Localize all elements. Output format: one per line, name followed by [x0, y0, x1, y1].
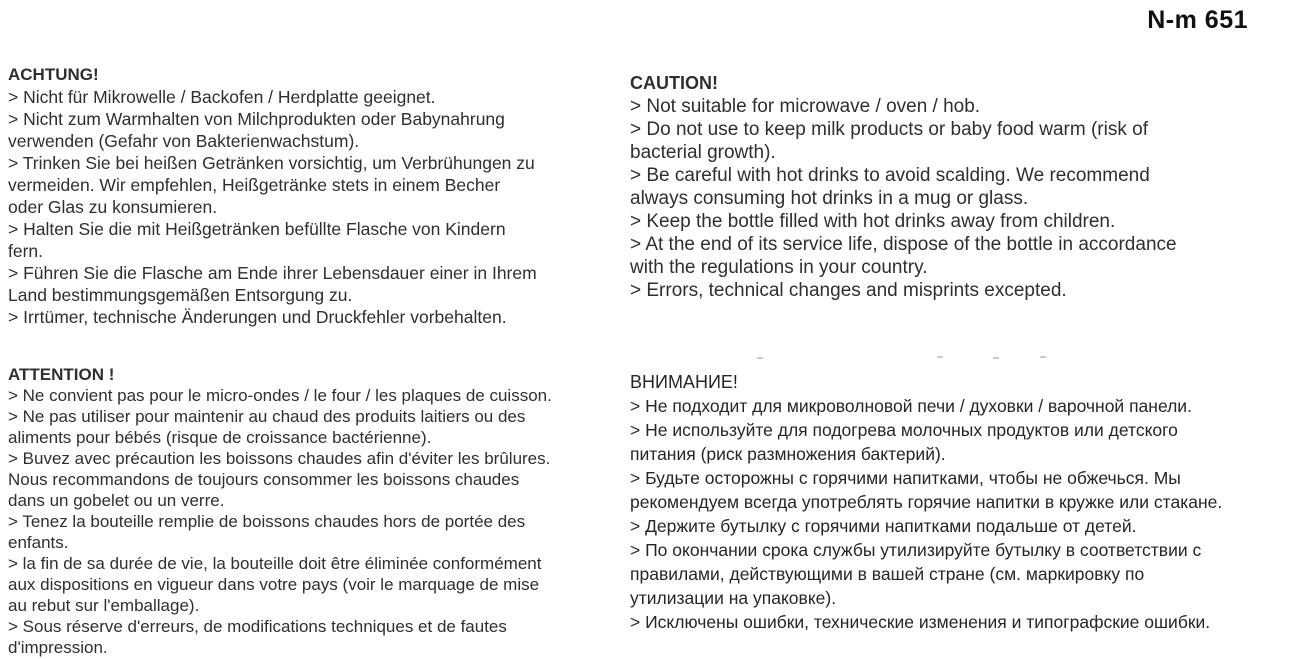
text-line: > Führen Sie die Flasche am Ende ihrer Lebensdauer einer in Ihrem — [8, 263, 537, 283]
english-section-body — [630, 95, 1300, 302]
text-line: vermeiden. Wir empfehlen, Heißgetränke stets in einem Becher — [8, 175, 501, 195]
text-line: > Держите бутылку с горячими напитками подальше от детей. — [630, 516, 1137, 536]
text-line: > Не используйте для подогрева молочных продуктов или детского — [630, 420, 1178, 440]
text-line: Land bestimmungsgemäßen Entsorgung zu. — [8, 285, 353, 305]
text-line: > Nicht für Mikrowelle / Backofen / Herdplatte geeignet. — [8, 87, 436, 107]
text-line: with the regulations in your country. — [630, 257, 928, 278]
text-line: > Ne convient pas pour le micro-ondes / le four / les plaques de cuisson. — [8, 386, 552, 405]
text-line: > Buvez avec précaution les boissons chaudes afin d'éviter les brûlures. — [8, 449, 551, 468]
text-line: > Be careful with hot drinks to avoid scalding. We recommend — [630, 165, 1150, 186]
english-section-heading: CAUTION! — [630, 73, 718, 93]
text-line: > Trinken Sie bei heißen Getränken vorsichtig, um Verbrühungen zu — [8, 153, 535, 173]
text-line: питания (риск размножения бактерий). — [630, 444, 946, 464]
text-line: dans un gobelet ou un verre. — [8, 491, 225, 510]
text-line: > Sous réserve d'erreurs, de modifications techniques et de fautes — [8, 617, 507, 636]
russian-section-body — [630, 394, 1300, 634]
russian-section-heading: ВНИМАНИЕ! — [630, 372, 738, 392]
part-number-label: N-m 651 — [1147, 6, 1248, 34]
text-line: d'impression. — [8, 638, 108, 657]
section-german-warnings — [8, 64, 633, 328]
text-line: > Ne pas utiliser pour maintenir au chaud des produits laitiers ou des — [8, 407, 526, 426]
text-line: bacterial growth). — [630, 142, 776, 163]
text-line: правилами, действующими в вашей стране (см. маркировку по — [630, 564, 1145, 584]
text-line: au rebut sur l'emballage). — [8, 596, 200, 615]
text-line: > По окончании срока службы утилизируйте бутылку в соответствии с — [630, 540, 1202, 560]
section-english-warnings — [630, 72, 1300, 302]
text-line: > Not suitable for microwave / oven / hob. — [630, 96, 981, 117]
text-line: Nous recommandons de toujours consommer les boissons chaudes — [8, 470, 520, 489]
text-line: > Nicht zum Warmhalten von Milchprodukten oder Babynahrung — [8, 109, 505, 129]
scan-artifact-dash — [993, 357, 999, 359]
section-french-warnings — [8, 364, 633, 658]
text-line: > Исключены ошибки, технические изменения и типографские ошибки. — [630, 612, 1211, 632]
text-line: verwenden (Gefahr von Bakterienwachstum). — [8, 131, 360, 151]
text-line: enfants. — [8, 533, 69, 552]
text-line: > Do not use to keep milk products or baby food warm (risk of — [630, 119, 1148, 140]
french-section-body — [8, 385, 633, 658]
scan-artifact-dash — [937, 356, 943, 358]
text-line: > Irrtümer, technische Änderungen und Druckfehler vorbehalten. — [8, 307, 507, 327]
text-line: > la fin de sa durée de vie, la bouteille doit être éliminée conformément — [8, 554, 542, 573]
text-line: aux dispositions en vigueur dans votre pays (voir le marquage de mise — [8, 575, 540, 594]
text-line: > Не подходит для микроволновой печи / духовки / варочной панели. — [630, 396, 1192, 416]
text-line: рекомендуем всегда употреблять горячие напитки в кружке или стакане. — [630, 492, 1223, 512]
text-line: fern. — [8, 241, 44, 261]
text-line: > Halten Sie die mit Heißgetränken befüllte Flasche von Kindern — [8, 219, 506, 239]
text-line: > Будьте осторожны с горячими напитками, чтобы не обжечься. Мы — [630, 468, 1181, 488]
text-line: > Errors, technical changes and misprints excepted. — [630, 280, 1067, 301]
section-russian-warnings — [630, 370, 1300, 634]
text-line: aliments pour bébés (risque de croissance bactérienne). — [8, 428, 432, 447]
text-line: утилизации на упаковке). — [630, 588, 837, 608]
german-section-body — [8, 86, 633, 328]
scan-artifact-dash — [1040, 356, 1046, 358]
text-line: > Tenez la bouteille remplie de boissons chaudes hors de portée des — [8, 512, 526, 531]
text-line: always consuming hot drinks in a mug or glass. — [630, 188, 1029, 209]
scan-artifact-dash — [757, 357, 763, 359]
text-line: oder Glas zu konsumieren. — [8, 197, 218, 217]
german-section-heading: ACHTUNG! — [8, 65, 99, 84]
text-line: > Keep the bottle filled with hot drinks away from children. — [630, 211, 1116, 232]
french-section-heading: ATTENTION ! — [8, 365, 115, 384]
text-line: > At the end of its service life, dispose of the bottle in accordance — [630, 234, 1177, 255]
